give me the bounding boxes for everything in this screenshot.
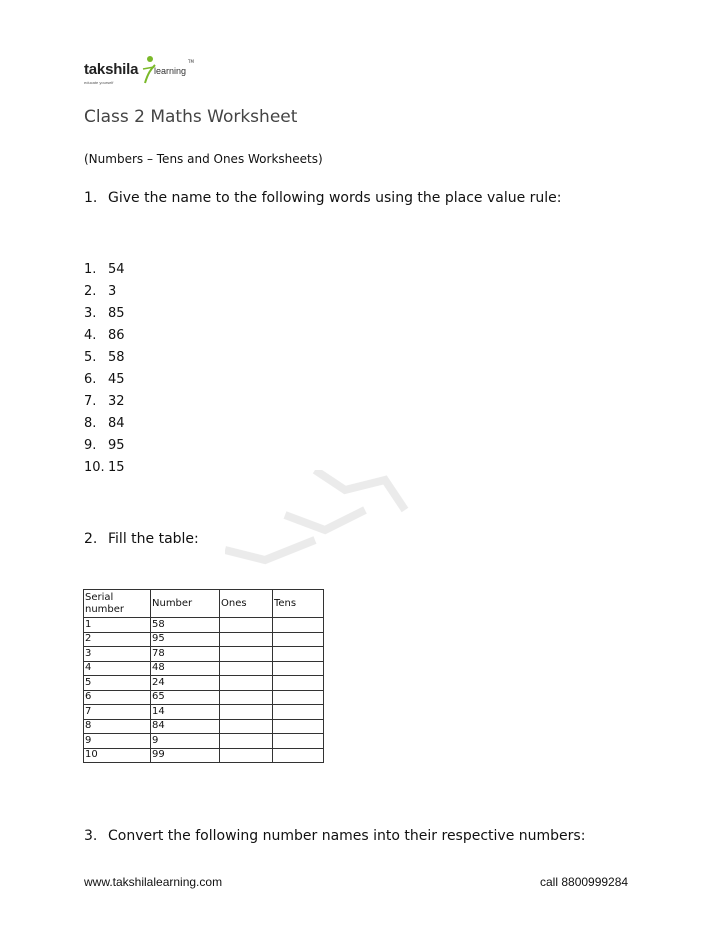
ones-cell[interactable]: [220, 719, 273, 734]
ones-cell[interactable]: [220, 748, 273, 763]
list-item: 2. 3: [84, 284, 117, 299]
footer-phone: call 8800999284: [540, 875, 629, 889]
table-row: 7 14: [84, 705, 324, 720]
header-serial-number: Serial number: [84, 590, 151, 618]
tens-cell[interactable]: [273, 661, 324, 676]
takshila-logo: [84, 55, 194, 91]
tens-cell[interactable]: [273, 676, 324, 691]
tens-cell[interactable]: [273, 647, 324, 662]
page-subtitle: (Numbers – Tens and Ones Worksheets): [84, 152, 323, 166]
ones-cell[interactable]: [220, 661, 273, 676]
question-3-text: Convert the following number names into their respective numbers:: [108, 828, 586, 844]
question-2-number: 2.: [84, 531, 98, 547]
list-item: 10. 15: [84, 460, 125, 475]
watermark-image: [225, 470, 415, 590]
table-row: 5 24: [84, 676, 324, 691]
tens-cell[interactable]: [273, 690, 324, 705]
table-row: 8 84: [84, 719, 324, 734]
table-row: 4 48: [84, 661, 324, 676]
logo-brand: takshila: [84, 61, 139, 78]
header-tens: Tens: [273, 590, 324, 618]
logo-tagline: educate yourself: [84, 80, 114, 85]
page-title: Class 2 Maths Worksheet: [84, 107, 298, 127]
tens-cell[interactable]: [273, 705, 324, 720]
list-item: 5. 58: [84, 350, 125, 365]
table-row: 9 9: [84, 734, 324, 749]
question-3: [84, 828, 585, 844]
footer-website[interactable]: www.takshilalearning.com: [84, 875, 223, 889]
ones-cell[interactable]: [220, 632, 273, 647]
question-1: [84, 190, 562, 206]
ones-cell[interactable]: [220, 618, 273, 633]
question-2-text: Fill the table:: [108, 531, 199, 547]
question-1-number: 1.: [84, 190, 98, 206]
ones-cell[interactable]: [220, 676, 273, 691]
tens-cell[interactable]: [273, 719, 324, 734]
logo-suffix: learning: [154, 66, 187, 76]
number-list: [84, 261, 125, 481]
header-ones: Ones: [220, 590, 273, 618]
fill-table: [83, 589, 324, 763]
list-item: 7. 32: [84, 394, 125, 409]
ones-cell[interactable]: [220, 647, 273, 662]
question-1-text: Give the name to the following words using the place value rule:: [108, 190, 562, 206]
list-item: 6. 45: [84, 372, 125, 387]
table-row: 6 65: [84, 690, 324, 705]
header-number: Number: [151, 590, 220, 618]
tens-cell[interactable]: [273, 618, 324, 633]
list-item: 3. 85: [84, 306, 125, 321]
ones-cell[interactable]: [220, 690, 273, 705]
tens-cell[interactable]: [273, 748, 324, 763]
ones-cell[interactable]: [220, 734, 273, 749]
list-item: 9. 95: [84, 438, 125, 453]
table-row: 3 78: [84, 647, 324, 662]
list-item: 1. 54: [84, 262, 125, 277]
question-2: [84, 531, 199, 547]
list-item: 4. 86: [84, 328, 125, 343]
table-row: 1 58: [84, 618, 324, 633]
list-item: 8. 84: [84, 416, 125, 431]
logo-trademark: TM: [188, 59, 194, 64]
question-3-number: 3.: [84, 828, 98, 844]
ones-cell[interactable]: [220, 705, 273, 720]
table-row: 2 95: [84, 632, 324, 647]
table-row: 10 99: [84, 748, 324, 763]
table-header-row: [84, 590, 324, 618]
tens-cell[interactable]: [273, 734, 324, 749]
tens-cell[interactable]: [273, 632, 324, 647]
